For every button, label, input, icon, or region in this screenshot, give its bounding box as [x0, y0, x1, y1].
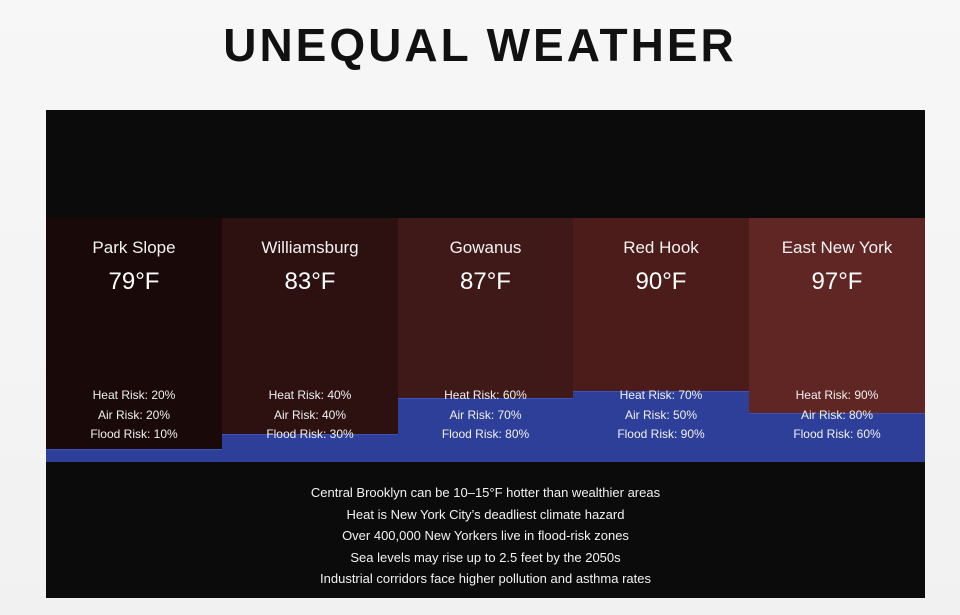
neighborhood-name: Red Hook [623, 238, 699, 257]
temperature: 83°F [284, 268, 336, 295]
neighborhood-name: Williamsburg [261, 238, 359, 257]
heat-risk: Heat Risk: 70% [619, 388, 703, 402]
heat-risk: Heat Risk: 60% [444, 388, 527, 402]
risk-list [46, 386, 222, 445]
heat-risk: Heat Risk: 20% [92, 388, 176, 402]
flood-risk: Flood Risk: 60% [793, 427, 881, 441]
flood-risk: Flood Risk: 90% [617, 427, 705, 441]
page-title: UNEQUAL WEATHER [223, 19, 737, 71]
temperature: 97°F [811, 268, 863, 295]
risk-list [398, 386, 573, 445]
neighborhood-columns [46, 218, 925, 462]
heat-risk: Heat Risk: 90% [795, 388, 879, 402]
risk-list [573, 386, 749, 445]
fact-line: Industrial corridors face higher pollution and asthma rates [320, 571, 651, 586]
risk-list [222, 386, 398, 445]
air-risk: Air Risk: 70% [449, 407, 522, 422]
neighborhood-name: East New York [781, 238, 893, 257]
heat-risk: Heat Risk: 40% [268, 388, 352, 402]
neighborhood-card [573, 218, 749, 462]
neighborhood-card [398, 218, 573, 462]
air-risk: Air Risk: 50% [624, 407, 698, 422]
temperature: 79°F [108, 268, 160, 295]
air-risk: Air Risk: 40% [273, 407, 347, 422]
fact-line: Central Brooklyn can be 10–15°F hotter than wealthier areas [310, 485, 661, 500]
facts-list [46, 482, 925, 590]
temperature: 87°F [460, 268, 511, 295]
fact-line: Heat is New York City’s deadliest climate hazard [346, 506, 625, 522]
fact-line: Over 400,000 New Yorkers live in flood-risk zones [342, 528, 629, 543]
risk-list [749, 386, 925, 445]
flood-risk: Flood Risk: 10% [90, 427, 178, 441]
air-risk: Air Risk: 80% [800, 407, 874, 422]
neighborhood-card [749, 218, 925, 462]
neighborhood-name: Gowanus [449, 238, 522, 257]
flood-risk-fill [46, 449, 222, 462]
weather-panel [46, 110, 925, 598]
neighborhood-card [46, 218, 222, 462]
flood-risk: Flood Risk: 80% [441, 427, 530, 441]
air-risk: Air Risk: 20% [97, 407, 171, 422]
neighborhood-name: Park Slope [92, 238, 176, 257]
fact-line: Sea levels may rise up to 2.5 feet by the 2050s [350, 549, 621, 565]
temperature: 90°F [635, 268, 687, 295]
flood-risk: Flood Risk: 30% [266, 427, 354, 441]
neighborhood-card [222, 218, 398, 462]
